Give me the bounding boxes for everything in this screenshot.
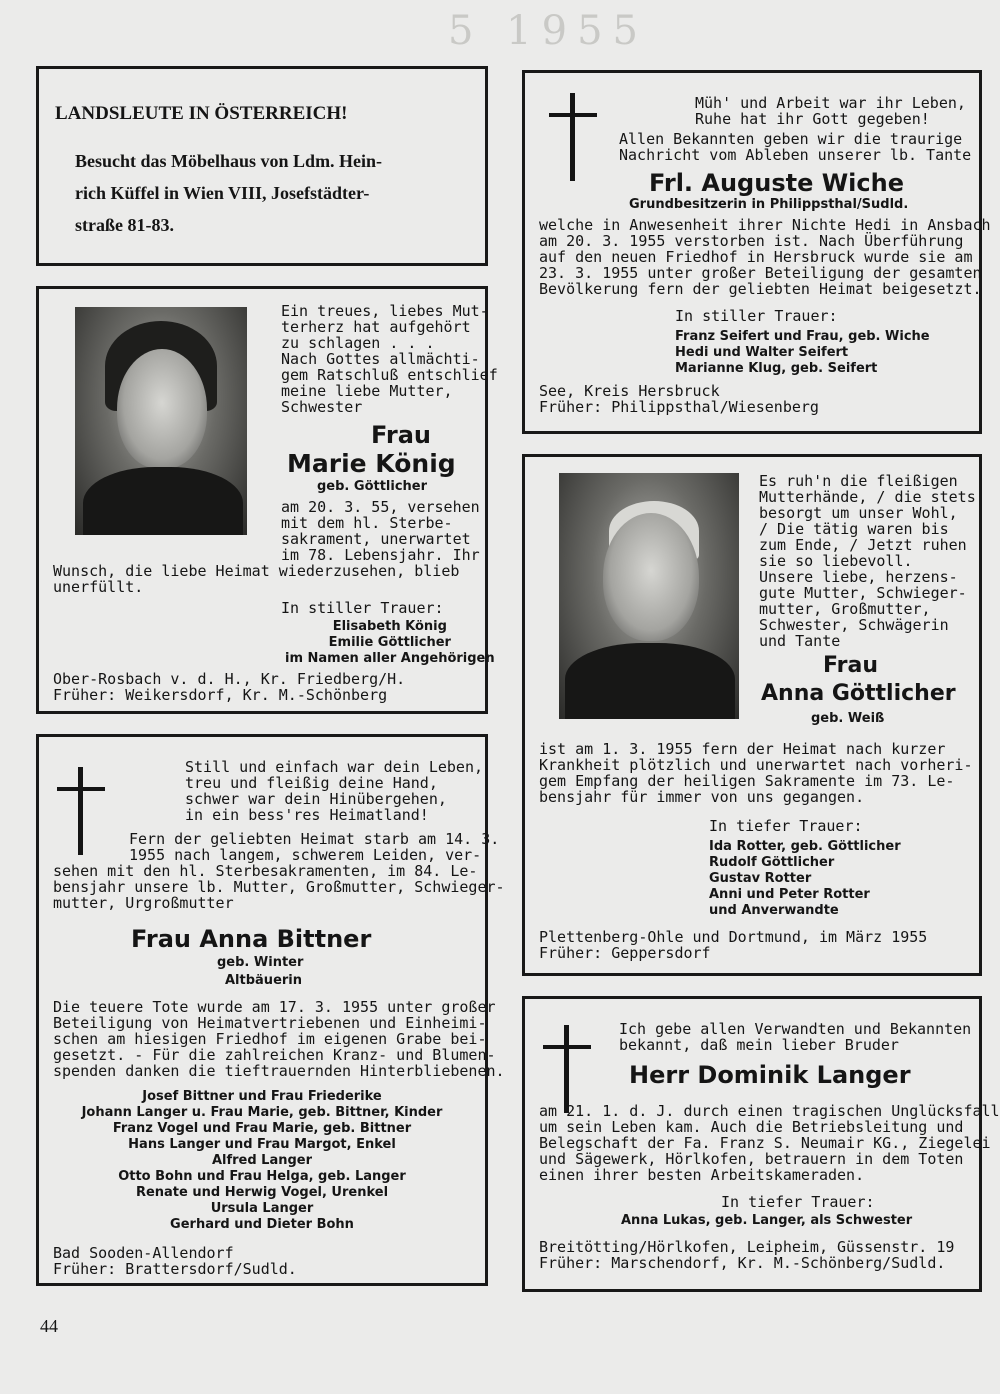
- koenig-intro: [281, 303, 498, 415]
- text-line: 1955 nach langem, schwerem Leiden, ver-: [129, 846, 482, 864]
- text-line: Müh' und Arbeit war ihr Leben,: [695, 94, 966, 112]
- text-line: sehen mit den hl. Sterbesakramenten, im 84. Le-: [53, 862, 478, 880]
- text-line: besorgt um unser Wohl,: [759, 504, 958, 522]
- text-line: Unsere liebe, herzens-: [759, 568, 958, 586]
- mourner: Hedi und Walter Seifert: [675, 345, 849, 360]
- obituary-langer: [522, 996, 1000, 1292]
- text-line: welche in Anwesenheit ihrer Nichte Hedi in Ansbach: [539, 216, 991, 234]
- text-line: mutter, Urgroßmutter: [53, 894, 234, 912]
- text-line: am 20. 3. 1955 verstorben ist. Nach Überführung: [539, 232, 964, 250]
- text-line: sakrament, unerwartet: [281, 530, 471, 548]
- mourner: Emilie Göttlicher: [328, 635, 451, 650]
- mourner: Otto Bohn und Frau Helga, geb. Langer: [118, 1169, 406, 1184]
- text-line: / Die tätig waren bis: [759, 520, 949, 538]
- mourners-list: [285, 619, 495, 667]
- text-line: spenden danken die tieftrauernden Hinterbliebenen.: [53, 1062, 505, 1080]
- text-line: terherz hat aufgehört: [281, 318, 471, 336]
- text-line: einen ihrer besten Arbeitskameraden.: [539, 1166, 865, 1184]
- cross-icon: [549, 93, 597, 181]
- ad-text: [75, 145, 382, 241]
- text-line: zu schlagen . . .: [281, 334, 435, 352]
- mourner: Gerhard und Dieter Bohn: [170, 1217, 354, 1232]
- deceased-name: Anna Göttlicher: [761, 681, 956, 706]
- text-line: am 20. 3. 55, versehen: [281, 498, 480, 516]
- mourner: Anna Lukas, geb. Langer, als Schwester: [621, 1213, 913, 1228]
- langer-intro: [619, 1021, 971, 1053]
- koenig-prefix: Frau: [371, 421, 431, 449]
- occupation: Altbäuerin: [225, 973, 303, 988]
- text-line: mutter, Großmutter,: [759, 600, 931, 618]
- obituary-bittner: [36, 734, 505, 1286]
- text-line: gute Mutter, Schwieger-: [759, 584, 967, 602]
- text-line: in ein bess'res Heimatland!: [185, 806, 429, 824]
- mourner: Josef Bittner und Frau Friederike: [142, 1089, 382, 1104]
- mourners-list: [39, 1089, 485, 1233]
- text-line: Früher: Philippsthal/Wiesenberg: [539, 398, 819, 416]
- koenig-text-wide: [53, 563, 459, 595]
- obituary-koenig: [36, 286, 498, 714]
- text-line: und Tante: [759, 632, 841, 650]
- text-line: treu und fleißig deine Hand,: [185, 774, 438, 792]
- bittner-text2: [53, 999, 505, 1079]
- text-line: Früher: Geppersdorf: [539, 944, 711, 962]
- goettlicher-poem: [759, 473, 976, 649]
- text-line: zum Ende, / Jetzt ruhen: [759, 536, 967, 554]
- text-line: Still und einfach war dein Leben,: [185, 758, 484, 776]
- mourner: Alfred Langer: [211, 1153, 313, 1168]
- goettlicher-place: [539, 929, 927, 961]
- obituary-wiche: [522, 70, 991, 434]
- text-line: Wunsch, die liebe Heimat wiederzusehen, blieb: [53, 562, 460, 580]
- text-line: ist am 1. 3. 1955 fern der Heimat nach kurzer: [539, 740, 946, 758]
- bittner-poem: [185, 759, 483, 823]
- mourner: Franz Seifert und Frau, geb. Wiche: [675, 329, 930, 344]
- text-line: Früher: Marschendorf, Kr. M.-Schönberg/Sudld.: [539, 1254, 946, 1272]
- text-line: um sein Leben kam. Auch die Betriebsleitung und: [539, 1118, 964, 1136]
- ad-line: straße 81-83.: [75, 215, 174, 235]
- mourning-label: In tiefer Trauer:: [721, 1193, 875, 1211]
- deceased-name: Herr Dominik Langer: [629, 1061, 911, 1089]
- text-line: Ober-Rosbach v. d. H., Kr. Friedberg/H.: [53, 670, 406, 688]
- text-line: gesetzt. - Für die zahlreichen Kranz- und Blumen-: [53, 1046, 496, 1064]
- ad-line: Besucht das Möbelhaus von Ldm. Hein-: [75, 151, 383, 171]
- born-name: geb. Weiß: [811, 711, 885, 726]
- wiche-poem: [695, 95, 966, 127]
- ad-title: LANDSLEUTE IN ÖSTERREICH!: [55, 103, 348, 124]
- text-line: Nachricht vom Ableben unserer lb. Tante: [619, 146, 972, 164]
- text-line: Früher: Weikersdorf, Kr. M.-Schönberg: [53, 686, 388, 704]
- text-line: im 78. Lebensjahr. Ihr: [281, 546, 480, 564]
- wiche-intro: [619, 131, 971, 163]
- text-line: gem Empfang der heiligen Sakramente im 73. Le-: [539, 772, 955, 790]
- text-line: sie so liebevoll.: [759, 552, 913, 570]
- mourner: Ida Rotter, geb. Göttlicher: [709, 839, 901, 854]
- text-line: meine liebe Mutter,: [281, 382, 453, 400]
- wiche-place: [539, 383, 819, 415]
- text-line: Belegschaft der Fa. Franz S. Neumair KG., Ziegelei: [539, 1134, 991, 1152]
- koenig-text: [281, 499, 480, 563]
- text-line: Allen Bekannten geben wir die traurige: [619, 130, 963, 148]
- text-line: Beteiligung von Heimatvertriebenen und Einheimi-: [53, 1014, 487, 1032]
- mourner: Gustav Rotter: [709, 871, 812, 886]
- text-line: See, Kreis Hersbruck: [539, 382, 720, 400]
- wiche-text: [539, 217, 991, 297]
- text-line: Ein treues, liebes Mut-: [281, 302, 489, 320]
- text-line: Ich gebe allen Verwandten und Bekannten: [619, 1020, 972, 1038]
- mourner: im Namen aller Angehörigen: [285, 651, 495, 666]
- mourner: Hans Langer und Frau Margot, Enkel: [128, 1137, 396, 1152]
- text-line: Bevölkerung fern der geliebten Heimat beigesetzt.: [539, 280, 982, 298]
- mourner: Elisabeth König: [332, 619, 447, 634]
- text-line: 23. 3. 1955 unter großer Beteiligung der gesamten: [539, 264, 982, 282]
- text-line: Plettenberg-Ohle und Dortmund, im März 1955: [539, 928, 928, 946]
- mourner: Marianne Klug, geb. Seifert: [675, 361, 878, 376]
- text-line: Nach Gottes allmächti-: [281, 350, 480, 368]
- text-line: Es ruh'n die fleißigen: [759, 472, 958, 490]
- goettlicher-prefix: Frau: [823, 653, 878, 678]
- ad-box: [36, 66, 488, 266]
- text-line: bensjahr unsere lb. Mutter, Großmutter, Schwieger-: [53, 878, 505, 896]
- text-line: Bad Sooden-Allendorf: [53, 1244, 234, 1262]
- text-line: Mutterhände, / die stets: [759, 488, 976, 506]
- born-name: geb. Winter: [217, 955, 304, 970]
- portrait-photo-koenig: [75, 307, 247, 535]
- mourner: und Anverwandte: [709, 903, 839, 918]
- text-line: schwer war dein Hinübergehen,: [185, 790, 447, 808]
- mourners-list: [709, 839, 901, 919]
- page-number: 44: [40, 1316, 58, 1336]
- mourner: Rudolf Göttlicher: [709, 855, 835, 870]
- text-line: und Sägewerk, Hörlkofen, betrauern in dem Toten: [539, 1150, 964, 1168]
- deceased-name: Frau Anna Bittner: [131, 925, 372, 953]
- text-line: schen am hiesigen Friedhof im eigenen Grabe bei-: [53, 1030, 487, 1048]
- mourner: Ursula Langer: [210, 1201, 314, 1216]
- mourning-label: In tiefer Trauer:: [709, 817, 863, 835]
- archive-stamp: 5 1955: [448, 8, 648, 54]
- text-line: Fern der geliebten Heimat starb am 14. 3.: [129, 830, 500, 848]
- text-line: auf den neuen Friedhof in Hersbruck wurde sie am: [539, 248, 973, 266]
- text-line: unerfüllt.: [53, 578, 144, 596]
- text-line: am 21. 1. d. J. durch einen tragischen Unglücksfall: [539, 1102, 1000, 1120]
- mourner: Anni und Peter Rotter: [709, 887, 870, 902]
- koenig-place: [53, 671, 405, 703]
- text-line: Ruhe hat ihr Gott gegeben!: [695, 110, 930, 128]
- text-line: Schwester, Schwägerin: [759, 616, 949, 634]
- text-line: bekannt, daß mein lieber Bruder: [619, 1036, 899, 1054]
- langer-place: [539, 1239, 954, 1271]
- mourner: Renate und Herwig Vogel, Urenkel: [135, 1185, 389, 1200]
- mourner: Johann Langer u. Frau Marie, geb. Bittner, Kinder: [81, 1105, 443, 1120]
- text-line: Krankheit plötzlich und unerwartet nach vorheri-: [539, 756, 973, 774]
- text-line: Die teuere Tote wurde am 17. 3. 1955 unter großer: [53, 998, 496, 1016]
- cross-icon: [543, 1025, 591, 1113]
- mourners-list: [675, 329, 930, 377]
- bittner-place: [53, 1245, 297, 1277]
- mourner: Franz Vogel und Frau Marie, geb. Bittner: [112, 1121, 412, 1136]
- text-line: gem Ratschluß entschlief: [281, 366, 498, 384]
- text-line: Früher: Brattersdorf/Sudld.: [53, 1260, 297, 1278]
- deceased-name: Marie König: [287, 449, 456, 478]
- portrait-photo-goettlicher: [559, 473, 739, 719]
- ad-line: rich Küffel in Wien VIII, Josefstädter-: [75, 183, 370, 203]
- bittner-text: [53, 831, 505, 911]
- deceased-name: Frl. Auguste Wiche: [649, 169, 904, 197]
- mourning-label: In stiller Trauer:: [281, 599, 444, 617]
- occupation: Grundbesitzerin in Philippsthal/Sudld.: [629, 197, 909, 212]
- text-line: Breitötting/Hörlkofen, Leipheim, Güssenstr. 19: [539, 1238, 955, 1256]
- text-line: mit dem hl. Sterbe-: [281, 514, 453, 532]
- mourning-label: In stiller Trauer:: [675, 307, 838, 325]
- born-name: geb. Göttlicher: [317, 479, 428, 494]
- obituary-goettlicher: [522, 454, 982, 976]
- goettlicher-text: [539, 741, 972, 805]
- langer-text: [539, 1103, 1000, 1183]
- text-line: bensjahr für immer von uns gegangen.: [539, 788, 865, 806]
- text-line: Schwester: [281, 398, 363, 416]
